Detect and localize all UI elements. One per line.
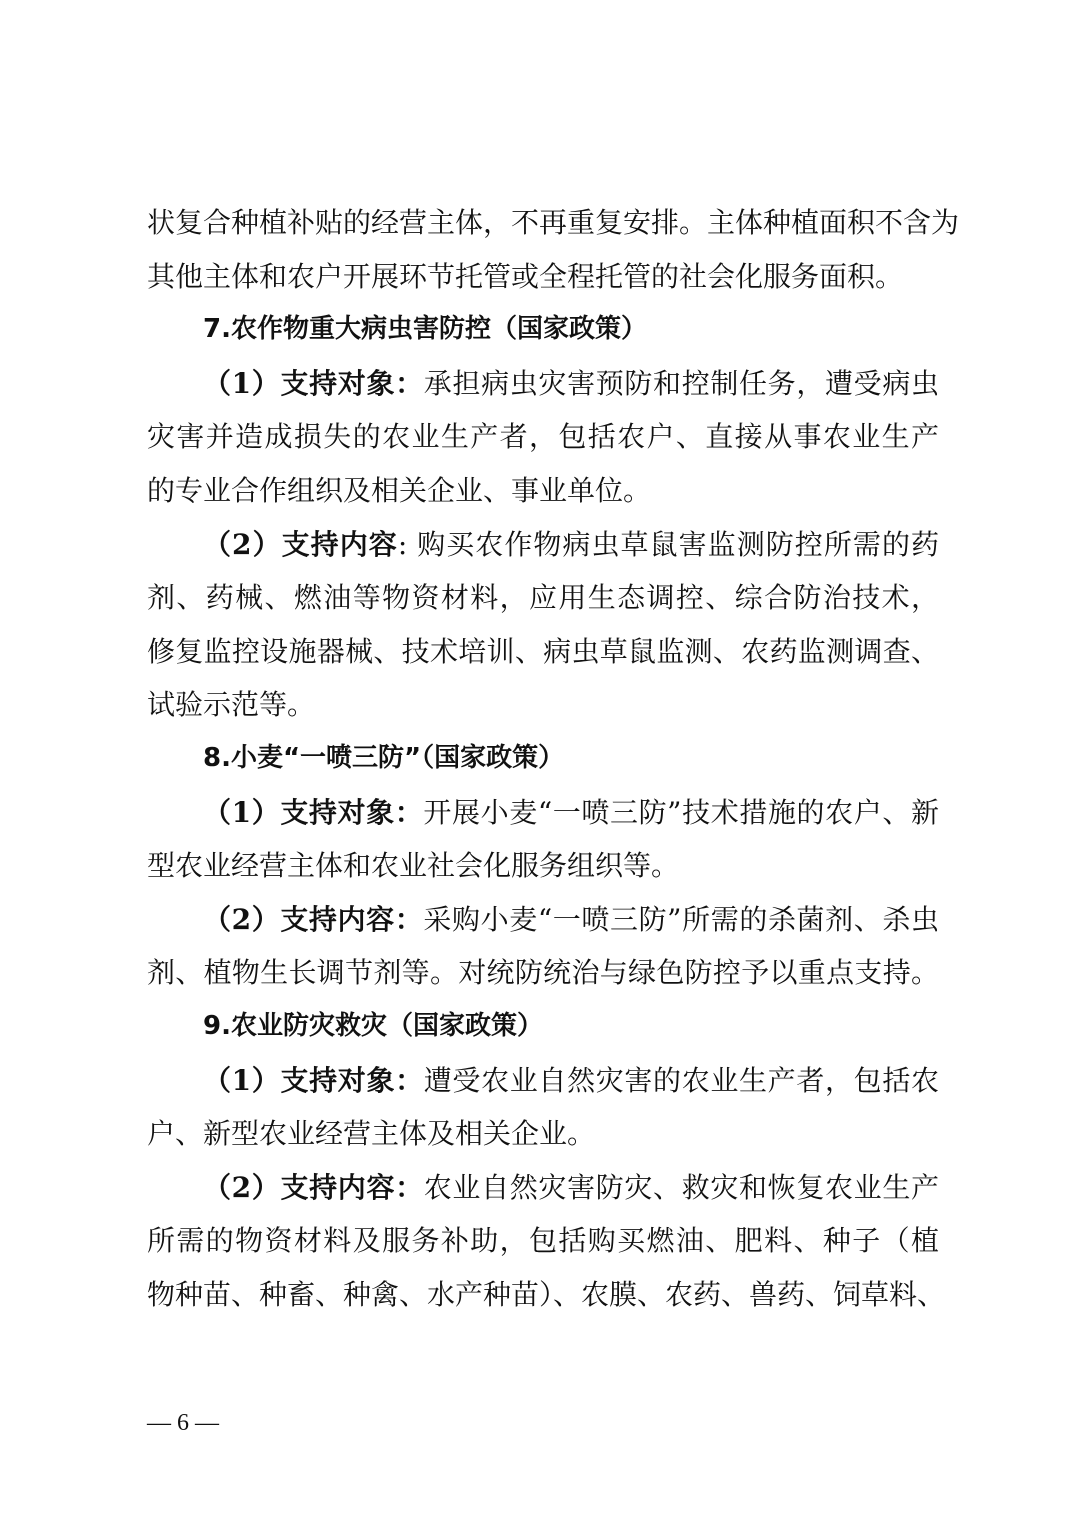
- body-text-line: 剂、植物生长调节剂等。对统防统治与绿色防控予以重点支持。: [147, 956, 939, 990]
- item-text: 承担病虫灾害预防和控制任务，遭受病虫: [423, 366, 939, 400]
- item-text: 遭受农业自然灾害的农业生产者，包括农: [423, 1063, 939, 1097]
- body-text-line: [147, 518, 939, 572]
- document-body: [147, 196, 960, 1321]
- body-text-line: [147, 786, 939, 840]
- body-text-line: 状复合种植补贴的经营主体，不再重复安排。主体种植面积不含为: [147, 206, 960, 239]
- page-number: — 6 —: [147, 1410, 219, 1436]
- body-text-line: 户、新型农业经营主体及相关企业。: [147, 1117, 596, 1151]
- item-label: （1）支持对象：: [203, 795, 424, 829]
- body-text-line: [147, 1161, 939, 1215]
- section-heading-9: 9.农业防灾救灾（国家政策）: [203, 1010, 543, 1041]
- item-text: 开展小麦“一喷三防”技术措施的农户、新: [423, 795, 939, 829]
- body-text-line: 灾害并造成损失的农业生产者，包括农户、直接从事农业生产: [147, 420, 939, 454]
- item-label: （2）支持内容: [203, 527, 398, 561]
- body-text-line: 所需的物资材料及服务补助，包括购买燃油、肥料、种子（植: [147, 1224, 939, 1258]
- item-label: （1）支持对象：: [203, 366, 424, 400]
- body-text-line: [147, 1054, 939, 1108]
- section-heading-8: 8.小麦“一喷三防”（国家政策）: [203, 742, 565, 773]
- body-text-line: [147, 357, 939, 411]
- body-text-line: 物种苗、种畜、种禽、水产种苗）、农膜、农药、兽药、饲草料、: [147, 1277, 946, 1311]
- item-label: （1）支持对象：: [203, 1063, 424, 1097]
- body-text-line: 的专业合作组织及相关企业、事业单位。: [147, 473, 652, 507]
- item-label: （2）支持内容：: [203, 1170, 424, 1204]
- item-text: : 购买农作物病虫草鼠害监测防控所需的药: [397, 527, 939, 561]
- item-text: 采购小麦“一喷三防”所需的杀菌剂、杀虫: [423, 902, 939, 936]
- body-text-line: 剂、药械、燃油等物资材料，应用生态调控、综合防治技术，: [147, 581, 939, 615]
- section-heading-7: 7.农作物重大病虫害防控（国家政策）: [203, 314, 647, 345]
- item-label: （2）支持内容：: [203, 902, 424, 936]
- body-text-line: 其他主体和农户开展环节托管或全程托管的社会化服务面积。: [147, 259, 904, 293]
- item-text: 农业自然灾害防灾、救灾和恢复农业生产: [423, 1170, 939, 1204]
- body-text-line: 修复监控设施器械、技术培训、病虫草鼠监测、农药监测调查、: [147, 634, 939, 668]
- body-text-line: 型农业经营主体和农业社会化服务组织等。: [147, 849, 680, 883]
- body-text-line: 试验示范等。: [147, 688, 316, 722]
- body-text-line: [147, 893, 939, 947]
